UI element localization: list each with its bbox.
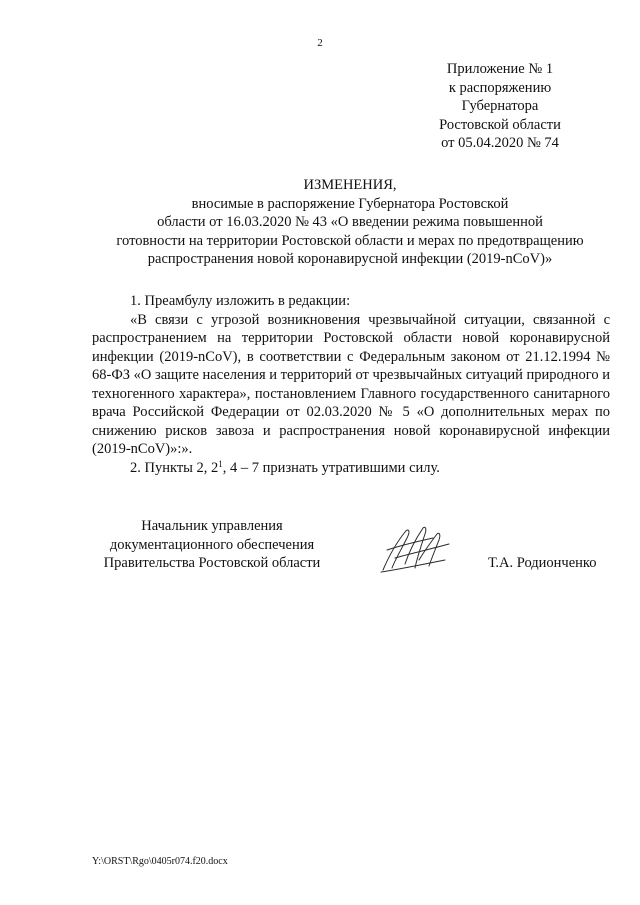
document-body xyxy=(92,292,610,477)
item-2-text xyxy=(92,459,610,478)
handwritten-signature xyxy=(375,520,455,580)
appendix-line: Губернатора xyxy=(461,98,539,115)
position-line: Начальник управления xyxy=(141,518,283,534)
item-2-suffix: , 4 – 7 признать утратившими силу. xyxy=(222,459,440,476)
appendix-line: Ростовской области xyxy=(439,116,561,133)
item-2-prefix: 2. Пункты 2, 2 xyxy=(130,459,219,476)
title-line: вносимые в распоряжение Губернатора Ростовской xyxy=(191,195,509,212)
page-number: 2 xyxy=(317,37,323,49)
position-line: документационного обеспечения xyxy=(109,536,315,553)
item-2-superscript: 1 xyxy=(218,458,223,469)
title-line: области от 16.03.2020 № 43 «О введении режима повышенной xyxy=(157,214,543,231)
appendix-line: Приложение № 1 xyxy=(446,61,554,77)
appendix-line: к распоряжению xyxy=(448,79,552,96)
item-1-heading: 1. Преамбулу изложить в редакции: xyxy=(130,293,351,309)
document-title xyxy=(90,176,610,269)
signatory-position xyxy=(92,517,332,573)
appendix-line: от 05.04.2020 № 74 xyxy=(441,135,559,152)
position-line: Правительства Ростовской области xyxy=(103,555,321,572)
appendix-header xyxy=(400,60,600,153)
item-1-text: «В связи с угрозой возникновения чрезвычайной ситуации, связанной с распространением на территории Ростовской области новой коронавирусной инфекции (2019-nCoV), в соответствии с Федеральным законом от 21.12.1994 № 68-ФЗ «О защите населения и территорий от чрезвычайных ситуаций природного и техногенного характера», постановлением Главного государственного санитарного врача Российской Федерации от 02.03.2020 № 5 «О дополнительных мерах по снижению рисков завоза и распространения новой коронавирусной инфекции (2019-nCoV)»:». xyxy=(92,311,610,458)
title-heading: ИЗМЕНЕНИЯ, xyxy=(303,177,397,193)
footer-file-path: Y:\ORST\Rgo\0405r074.f20.docx xyxy=(92,856,228,867)
title-line: готовности на территории Ростовской области и мерах по предотвращению xyxy=(116,232,584,249)
signer-name: Т.А. Родионченко xyxy=(488,555,597,571)
title-line: распространения новой коронавирусной инфекции (2019-nCoV)» xyxy=(147,251,553,268)
